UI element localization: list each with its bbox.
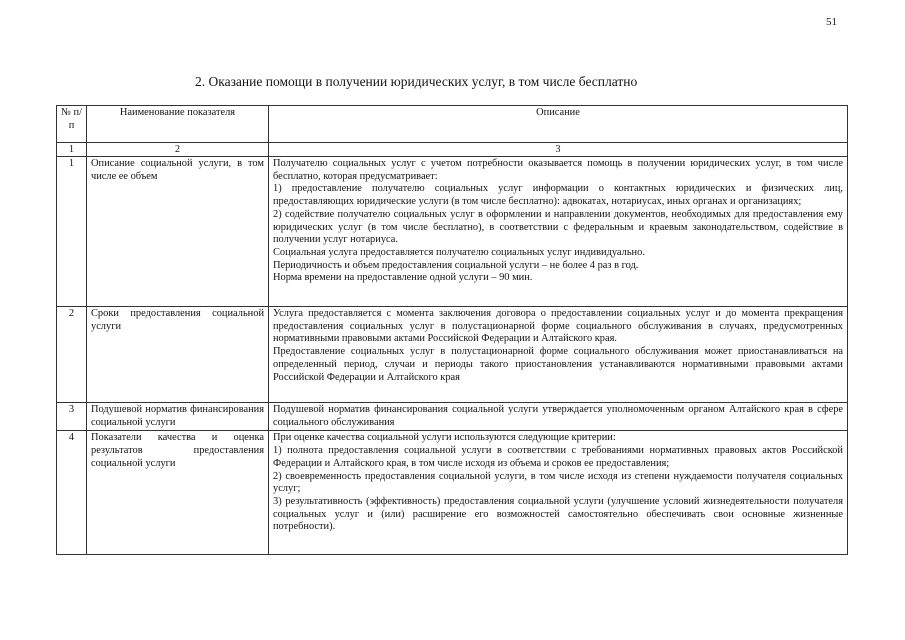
description-paragraph: Получателю социальных услуг с учетом потребности оказывается помощь в получении юридических услуг, в том числе бесплатно, которая предусматривает: xyxy=(273,158,843,182)
description-paragraph: Социальная услуга предоставляется получателю социальных услуг индивидуально. xyxy=(273,246,645,258)
description-paragraph: Подушевой норматив финансирования социальной услуги утверждается уполномоченным органом Алтайского края в сфере социального обслуживания xyxy=(273,404,843,428)
services-table xyxy=(56,105,848,555)
table-row xyxy=(57,431,848,555)
row-name: Подушевой норматив финансирования социальной услуги xyxy=(87,403,269,431)
row-number: 4 xyxy=(57,431,87,555)
column-number: 3 xyxy=(269,143,848,157)
description-paragraph: Услуга предоставляется с момента заключения договора о предоставлении социальных услуг и до момента прекращения предоставления социальных услуг в полустационарной форме социального обслуживания в случаях, предусмотренных нормативными правовыми актами Российской Федерации и Алтайского края. xyxy=(273,308,843,345)
description-paragraph: 2) содействие получателю социальных услуг в оформлении и направлении документов, необходимых для предоставления ему юридических услуг (в том числе бесплатно), в соответствии с федеральным и краевым законодательством, содействие в получении услуг нотариуса. xyxy=(273,208,843,246)
row-number: 3 xyxy=(57,403,87,431)
row-description xyxy=(269,431,848,555)
table-row xyxy=(57,307,848,403)
table-row xyxy=(57,403,848,431)
header-name: Наименование показателя xyxy=(87,106,269,143)
row-description xyxy=(269,307,848,403)
description-paragraph: 2) своевременность предоставления социальной услуги, в том числе исходя из степени нуждаемости получателя социальных услуг; xyxy=(273,470,843,495)
description-paragraph: Периодичность и объем предоставления социальной услуги – не более 4 раз в год. xyxy=(273,259,639,271)
table-row xyxy=(57,157,848,307)
description-paragraph: 1) предоставление получателю социальных услуг информации о контактных юридических и физических лиц, предоставляющих юридические услуги (в том числе бесплатно): адвокатах, нотариусах, иных органах и организациях; xyxy=(273,183,843,208)
header-desc: Описание xyxy=(269,106,848,143)
description-paragraph: 1) полнота предоставления социальной услуги в соответствии с требованиями нормативных правовых актов Российской Федерации и Алтайского края, в том числе исходя из объема и сроков ее предоставления; xyxy=(273,445,843,469)
description-paragraph: 3) результативность (эффективность) предоставления социальной услуги (улучшение условий жизнедеятельности получателя социальных услуг и (или) расширение его возможностей самостоятельно обеспечивать свои основные жизненные потребности). xyxy=(273,495,843,533)
row-name: Описание социальной услуги, в том числе ее объем xyxy=(87,157,269,307)
row-number: 1 xyxy=(57,157,87,307)
page-number: 51 xyxy=(826,16,837,28)
column-numbers-row xyxy=(57,143,848,157)
column-number: 1 xyxy=(57,143,87,157)
description-paragraph: Предоставление социальных услуг в полустационарной форме социального обслуживания может приостанавливаться на определенный период, случаи и периоды такого приостановления устанавливаются нормативными правовыми актами Российской Федерации и Алтайского края xyxy=(273,346,843,383)
row-description xyxy=(269,403,848,431)
row-name: Показатели качества и оценка результатов предоставления социальной услуги xyxy=(87,431,269,555)
description-paragraph: При оценке качества социальной услуги используются следующие критерии: xyxy=(273,432,616,444)
column-number: 2 xyxy=(87,143,269,157)
header-num: № п/п xyxy=(57,106,87,143)
section-title: 2. Оказание помощи в получении юридических услуг, в том числе бесплатно xyxy=(195,74,638,89)
row-description xyxy=(269,157,848,307)
row-number: 2 xyxy=(57,307,87,403)
description-paragraph: Норма времени на предоставление одной услуги – 90 мин. xyxy=(273,272,533,284)
table-header-row xyxy=(57,106,848,143)
row-name: Сроки предоставления социальной услуги xyxy=(87,307,269,403)
